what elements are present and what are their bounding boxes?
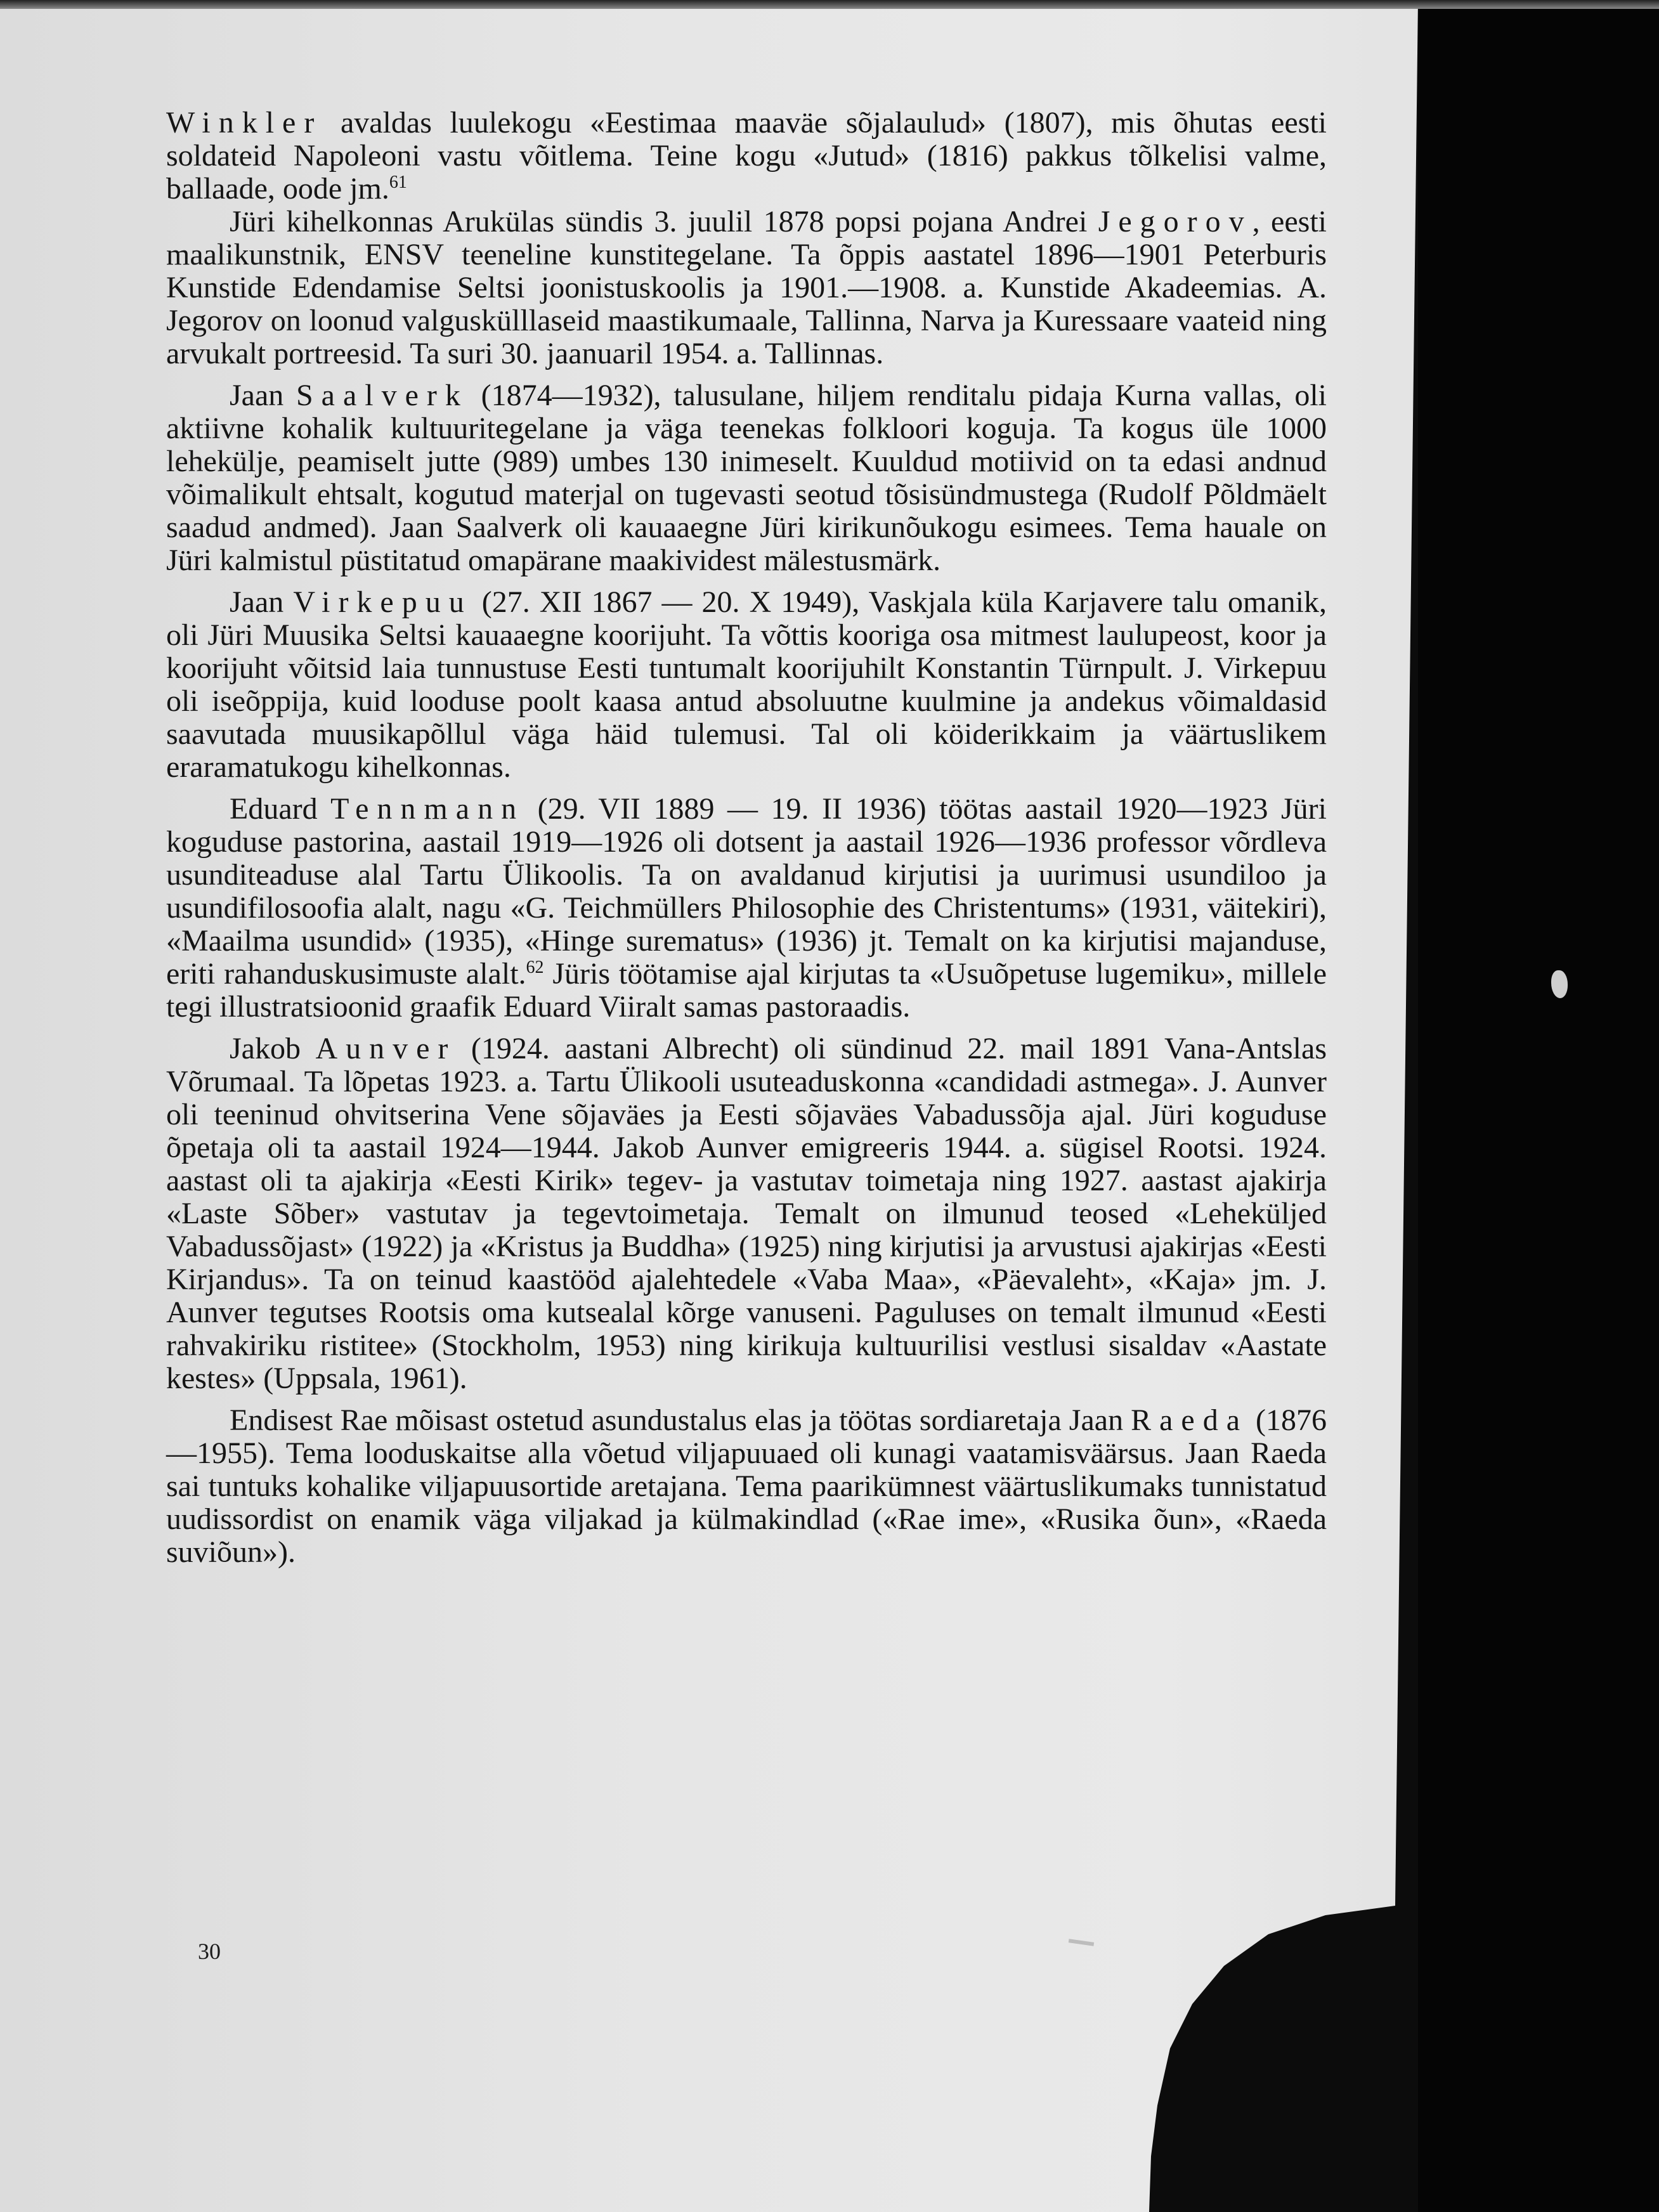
paragraph-jegorov [166, 205, 1327, 370]
paragraph-body: (27. XII 1867 — 20. X 1949), Vaskjala küla Karjavere talu omanik, oli Jüri Muusika Seltsi kauaaegne koorijuht. Ta võttis kooriga osa mitmest laulupeost, koor ja koorijuht võitsid laia tunnustuse Eesti tuntumalt koorijuhilt Konstantin Türnpult. J. Virkepuu oli iseõppija, kuid looduse poolt kaasa antud absoluutne kuulmine ja andekus võimaldasid saavutada muusikapõllul väga häid tulemusi. Tal oli köiderikkaim ja väärtuslikem eraramatukogu kihelkonnas. [166, 585, 1327, 784]
person-name-spaced: Winkler [166, 106, 323, 140]
scan-background-dark [1418, 0, 1659, 2212]
scan-top-edge [0, 0, 1659, 9]
paragraph-lead: Jaan [230, 585, 294, 619]
paragraph-tennmann [166, 793, 1327, 1024]
footnote-ref: 62 [526, 958, 544, 977]
paragraph-aunver [166, 1032, 1327, 1395]
paragraph-lead: Endisest Rae mõisast ostetud asundustalus elas ja töötas sordiaretaja Jaan [230, 1403, 1131, 1437]
paragraph-raeda [166, 1404, 1327, 1569]
footnote-ref: 61 [389, 172, 407, 192]
paragraph-body: (1874—1932), talusulane, hiljem renditalu pidaja Kurna vallas, oli aktiivne kohalik kultuuritegelane ja väga teenekas folkloori koguja. Ta kogus üle 1000 lehekülje, peamiselt jutte (989) umbes 130 inimeselt. Kuuldud motiivid on ta edasi andnud võimalikult ehtsalt, kogutud materjal on tugevasti seotud tõsisündmustega (Rudolf Põldmäelt saadud andmed). Jaan Saalverk oli kauaaegne Jüri kirikunõukogu esimees. Tema hauale on Jüri kalmistul püstitatud omapärane maakividest mälestusmärk. [166, 379, 1327, 577]
person-name-spaced: Aunver [315, 1032, 457, 1065]
person-name-spaced: Saalverk [296, 379, 469, 412]
paragraph-virkepuu [166, 586, 1327, 784]
paragraph-lead: Jakob [230, 1032, 316, 1065]
person-name-spaced: Jegorov [1098, 205, 1252, 238]
person-name-spaced: Virkepuu [293, 585, 472, 619]
paragraph-lead: Jaan [230, 379, 296, 412]
person-name-spaced: Raeda [1131, 1403, 1249, 1437]
paragraph-body: (1876—1955). Tema looduskaitse alla võetud viljapuuaed oli kunagi vaatamisväärsus. Jaan Raeda sai tuntuks kohalike viljapuusortide aretajana. Tema paarikümnest väärtuslikumaks tunnistatud uudissordist on enamik väga viljakad ja külmakindlad («Rae ime», «Rusika õun», «Raeda suviõun»). [166, 1403, 1327, 1569]
paragraph-body: avaldas luulekogu «Eestimaa maaväe sõjalaulud» (1807), mis õhutas eesti soldateid Napoleoni vastu võitlema. Teine kogu «Jutud» (1816) pakkus tõlkelisi valme, ballaade, oode jm. [166, 106, 1327, 205]
paragraph-saalverk [166, 379, 1327, 577]
paragraph-body: (29. VII 1889 — 19. II 1936) töötas aastail 1920—1923 Jüri koguduse pastorina, aastail 1919—1926 oli dotsent ja aastail 1926—1936 professor võrdleva usunditeaduse alal Tartu Ülikoolis. Ta on avaldanud kirjutisi ja uurimusi usundiloo ja usundifilosoofia alalt, nagu «G. Teichmüllers Philosophie des Christentums» (1931, väitekiri), «Maailma usundid» (1935), «Hinge surematus» (1936) jt. Temalt on ka kirjutisi majanduse, eriti rahanduskusimuste alalt. [166, 792, 1327, 991]
body-text [166, 107, 1327, 1569]
scan-artifact [1551, 970, 1568, 998]
person-name-spaced: Tennmann [330, 792, 525, 826]
paragraph-lead: Eduard [230, 792, 331, 826]
paragraph-lead: Jüri kihelkonnas Arukülas sündis 3. juulil 1878 popsi pojana Andrei [230, 205, 1098, 238]
paragraph-body: (1924. aastani Albrecht) oli sündinud 22. mail 1891 Vana-Antslas Võrumaal. Ta lõpetas 1923. a. Tartu Ülikooli usuteaduskonna «candidadi astmega». J. Aunver oli teeninud ohvitserina Vene sõjaväes ja Eesti sõjaväes Vabadussõja ajal. Jüri koguduse õpetaja oli ta aastail 1924—1944. Jakob Aunver emigreeris 1944. a. sügisel Rootsi. 1924. aastast oli ta ajakirja «Eesti Kirik» tegev- ja vastutav toimetaja ning 1927. aastast ajakirja «Laste Sõber» vastutav ja tegevtoimetaja. Temalt on ilmunud teosed «Leheküljed Vabadussõjast» (1922) ja «Kristus ja Buddha» (1925) ning kirjutisi ja arvustusi ajakirjas «Eesti Kirjandus». Ta on teinud kaastööd ajalehtedele «Vaba Maa», «Päevaleht», «Kaja» jm. J. Aunver tegutses Rootsis oma kutsealal kõrge vanuseni. Paguluses on temalt ilmunud «Eesti rahvakiriku ristitee» (Stockholm, 1953) ning kirikuja kultuurilisi vestlusi sisaldav «Aastate kestes» (Uppsala, 1961). [166, 1032, 1327, 1395]
page-number: 30 [198, 1939, 221, 1964]
paragraph-winkler [166, 107, 1327, 205]
paragraph-body: , eesti maalikunstnik, ENSV teeneline kunstitegelane. Ta õppis aastatel 1896—1901 Peterburis Kunstide Edendamise Seltsi joonistuskoolis ja 1901.—1908. a. Kunstide Akadeemias. A. Jegorov on loonud valguskülllaseid maastikumaale, Tallinna, Narva ja Kuressaare vaateid ning arvukalt portreesid. Ta suri 30. jaanuaril 1954. a. Tallinnas. [166, 205, 1327, 370]
paragraph-tail: Jüris töötamise ajal kirjutas ta «Usuõpetuse lugemiku», millele tegi illustratsioonid graafik Eduard Viiralt samas pastoraadis. [166, 957, 1327, 1024]
